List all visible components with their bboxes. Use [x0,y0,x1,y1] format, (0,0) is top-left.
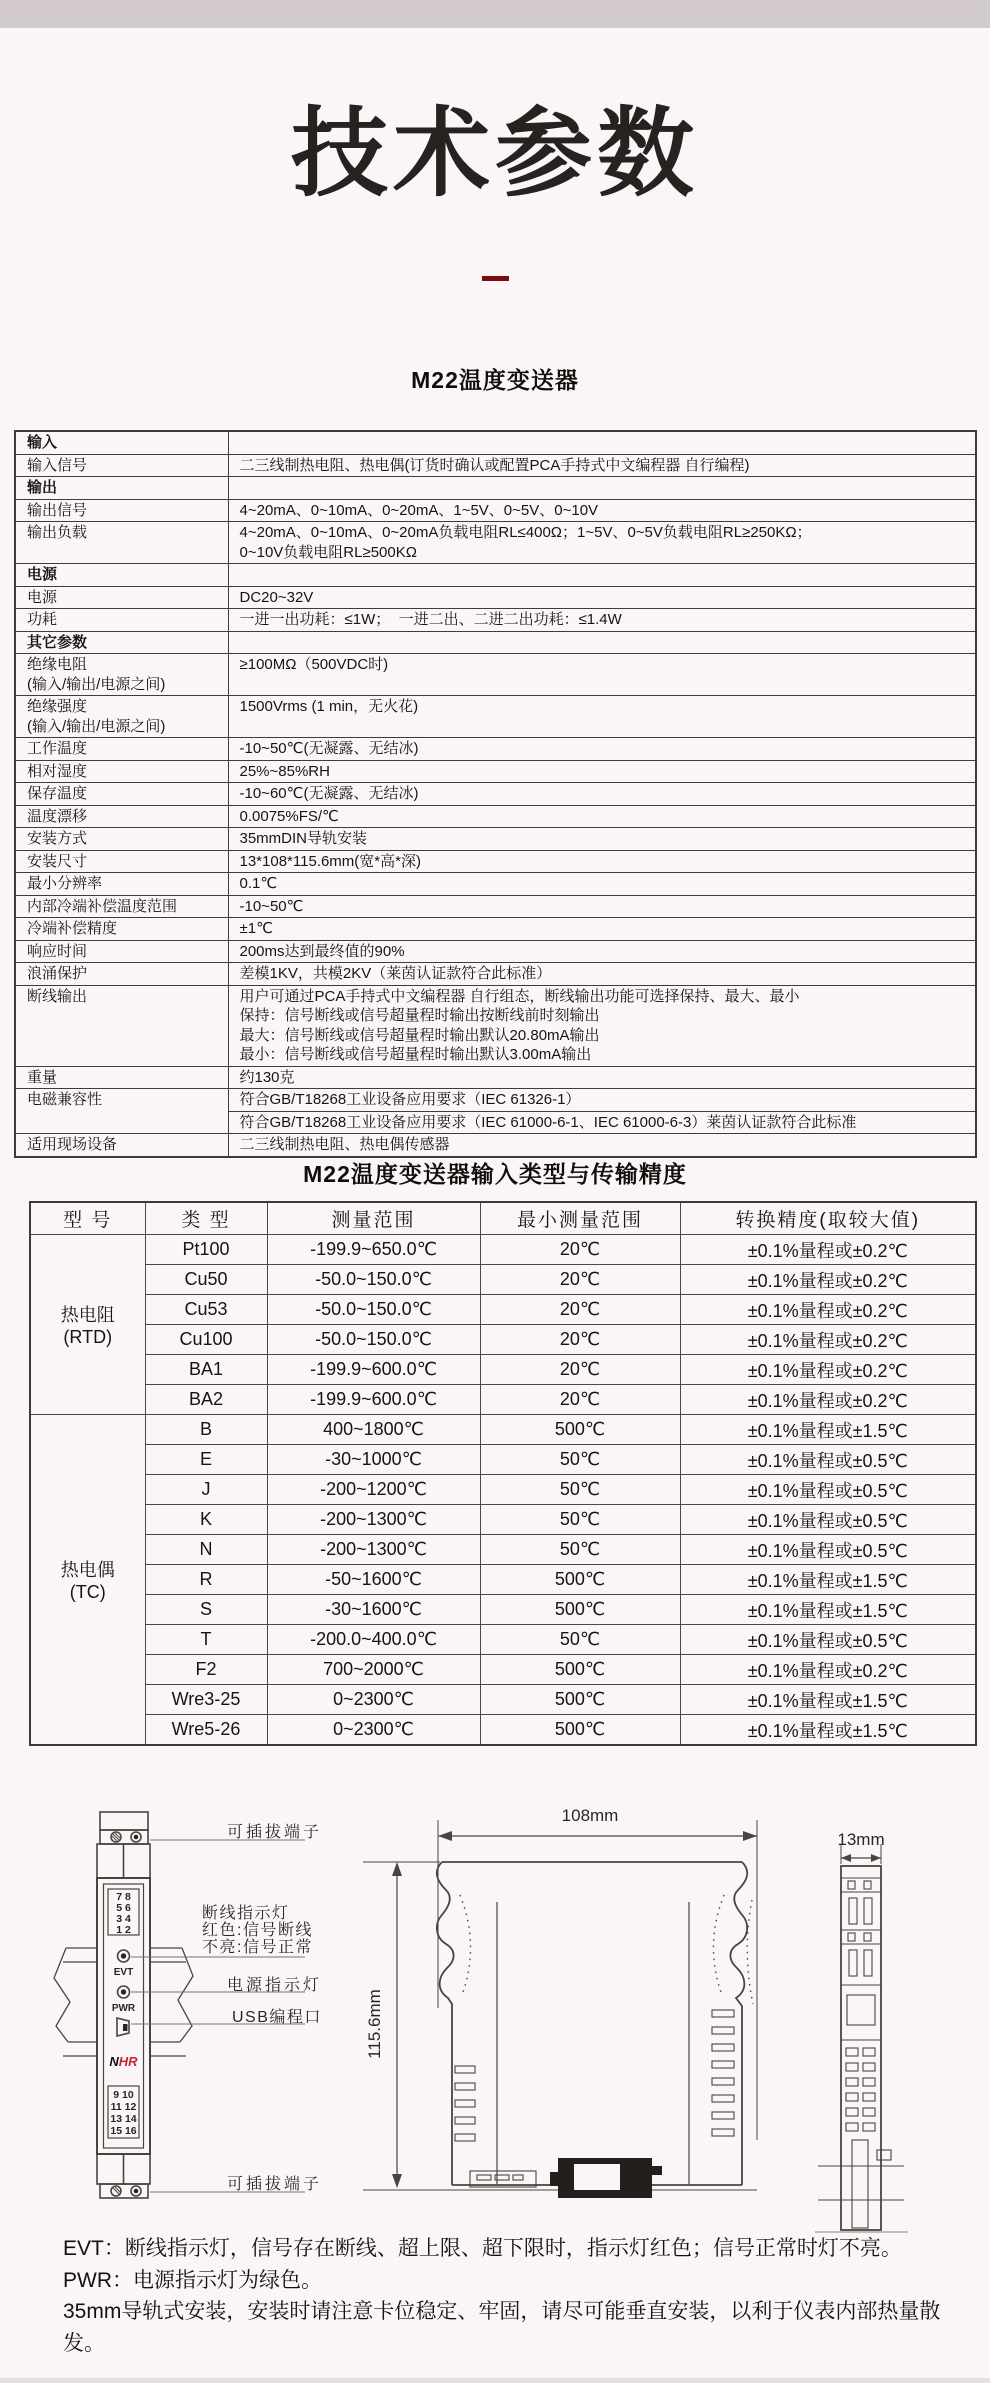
type-range-cell: -199.9~600.0℃ [267,1385,480,1415]
spec-section-row [15,564,976,587]
type-accuracy-table [29,1201,977,1746]
spec-label-cell [15,850,228,873]
spec-label-cell [15,783,228,806]
spec-value-cell [228,828,976,851]
spec-value-cell [228,918,976,941]
spec-label-text: 输入信号 [27,456,88,474]
spec-table-body [15,431,976,1157]
type-row [30,1475,976,1505]
footer-note-mounting: 35mm导轨式安装，安装时请注意卡位稳定、牢固，请尽可能垂直安装，以利于仪表内部热量散发。 [63,2300,941,2355]
type-model-cell [30,1415,145,1746]
spec-label-cell [15,873,228,896]
evt-led-label: EVT [113,1967,134,1978]
spec-row [15,940,976,963]
spec-row [15,1089,976,1112]
type-row [30,1595,976,1625]
label-break-indicator-line2: 红色:信号断线 [202,1922,313,1939]
spec-label-cell [15,1089,228,1134]
spec-value-cell [228,805,976,828]
spec-label-cell [15,522,228,564]
type-range-cell: -50.0~150.0℃ [267,1295,480,1325]
type-range-cell: -200~1200℃ [267,1475,480,1505]
spec-value-text: 一进一出功耗：≤1W； 一进二出、二进二出功耗：≤1.4W [239,611,622,628]
spec-value-cell [228,850,976,873]
top-terminal-cap [100,1812,148,1830]
type-range-cell: -30~1000℃ [267,1445,480,1475]
type-name-cell: Cu53 [145,1295,267,1325]
spec-label-text: 重量 [27,1068,58,1086]
type-accuracy-cell: ±0.1%量程或±0.2℃ [680,1235,976,1265]
spec-row [15,783,976,806]
type-table-body [30,1235,976,1746]
spec-value-cell [228,895,976,918]
type-accuracy-cell: ±0.1%量程或±0.5℃ [680,1475,976,1505]
terminal-numbers-top: 5 6 [116,1902,131,1914]
type-min-range-cell: 20℃ [480,1325,680,1355]
spec-value-text: 4~20mA、0~10mA、0~20mA、1~5V、0~5V、0~10V [239,501,599,519]
spec-label-text: 功耗 [27,611,58,628]
type-range-cell: -30~1600℃ [267,1595,480,1625]
type-col-header: 类 型 [145,1202,267,1235]
dimension-arrow [392,1862,402,1876]
evt-led-icon [118,1950,130,1962]
type-model-text: 热电偶 [60,1560,115,1580]
type-model-text: (RTD) [63,1327,113,1347]
type-name-cell: BA1 [145,1355,267,1385]
type-range-cell: -50.0~150.0℃ [267,1265,480,1295]
nhr-logo: NHR [109,2054,138,2069]
spec-label-text: 保存温度 [27,785,88,802]
type-row [30,1325,976,1355]
spec-label-cell [15,760,228,783]
spec-value-cell [228,564,976,587]
spec-value-cell [228,696,976,738]
type-name-cell: Pt100 [145,1235,267,1265]
type-row [30,1565,976,1595]
type-min-range-cell: 50℃ [480,1475,680,1505]
screw-icon [131,1832,141,1842]
spec-label-cell [15,828,228,851]
type-table-heading: M22温度变送器输入类型与传输精度 [303,1161,687,1187]
screw-icon [131,2186,141,2196]
type-min-range-cell: 500℃ [480,1685,680,1715]
type-accuracy-cell: ±0.1%量程或±0.2℃ [680,1655,976,1685]
spec-label-text: 输出负载 [27,524,88,541]
label-pluggable-terminal-bottom: 可插拔端子 [227,2176,323,2193]
spec-value-text: 13*108*115.6mm(宽*高*深) [239,852,421,870]
spec-row [15,738,976,761]
type-min-range-cell: 500℃ [480,1595,680,1625]
spec-value-text: 0.0075%FS/℃ [239,807,339,825]
terminal-numbers-bottom: 13 14 [110,2113,137,2125]
spec-row [15,696,976,738]
spec-label-text: 安装方式 [27,830,88,847]
width-dimension [438,1820,757,2140]
spec-row [15,850,976,873]
terminal-numbers-top: 7 8 [116,1891,131,1903]
spec-label-text: 温度漂移 [27,807,88,825]
spec-value-cell [228,522,976,564]
type-range-cell: 400~1800℃ [267,1415,480,1445]
type-col-header: 转换精度(取较大值) [680,1202,976,1235]
spec-value-text [240,565,970,585]
spec-label-text: 最小分辨率 [27,875,103,892]
spec-row [15,586,976,609]
type-min-range-cell: 500℃ [480,1415,680,1445]
type-accuracy-cell: ±0.1%量程或±1.5℃ [680,1415,976,1445]
spec-label-subtext: (输入/输出/电源之间) [27,675,166,693]
type-row [30,1295,976,1325]
spec-value-cell [228,631,976,654]
type-accuracy-cell: ±0.1%量程或±0.2℃ [680,1295,976,1325]
spec-row [15,873,976,896]
dim-width-label: 108mm [561,1806,619,1825]
type-row [30,1655,976,1685]
type-col-header: 最小测量范围 [480,1202,680,1235]
type-row [30,1535,976,1565]
spec-label-text: 相对湿度 [27,762,88,780]
type-col-header: 型 号 [30,1202,145,1235]
label-pluggable-terminal-top: 可插拔端子 [227,1824,323,1841]
spec-label-cell [15,940,228,963]
type-min-range-cell: 500℃ [480,1565,680,1595]
spec-row [15,828,976,851]
spec-row [15,760,976,783]
spec-row [15,895,976,918]
spec-value-cell [228,654,976,696]
spec-row [15,1066,976,1089]
spec-value-cell [228,609,976,632]
usb-port-icon [117,2018,129,2036]
technical-drawings [40,1795,960,2245]
type-row [30,1505,976,1535]
type-name-cell: B [145,1415,267,1445]
terminal-numbers-top: 3 4 [116,1913,131,1925]
footer-note-pwr: PWR：电源指示灯为绿色。 [63,2268,322,2292]
spec-value-text: 0.1℃ [239,875,278,892]
dimension-arrow [841,1854,851,1862]
top-view-drawing [363,1820,757,2198]
spec-row [15,963,976,986]
spec-value-text: ±1℃ [239,920,273,937]
spec-label-subtext: (输入/输出/电源之间) [27,717,166,735]
type-row [30,1265,976,1295]
type-row [30,1715,976,1746]
spec-label-text: 绝缘强度 [27,698,88,715]
type-name-cell: F2 [145,1655,267,1685]
title-underline-dash [482,276,509,281]
spec-value-cell [228,940,976,963]
spec-label-text: 输入 [27,434,58,451]
spec-label-cell [15,805,228,828]
spec-label-cell [15,499,228,522]
type-name-cell: S [145,1595,267,1625]
spec-section-row [15,631,976,654]
type-range-cell: 0~2300℃ [267,1715,480,1746]
type-min-range-cell: 50℃ [480,1445,680,1475]
type-min-range-cell: 20℃ [480,1355,680,1385]
spec-value-text [240,433,970,453]
spec-label-cell [15,985,228,1066]
type-name-cell: Cu100 [145,1325,267,1355]
spec-value-text: -10~60℃(无凝露、无结冰) [239,785,419,802]
type-name-cell: Wre3-25 [145,1685,267,1715]
page-top-strip [0,0,990,28]
type-row [30,1685,976,1715]
type-range-cell: 0~2300℃ [267,1685,480,1715]
label-power-indicator: 电源指示灯 [227,1977,323,1994]
type-name-cell: BA2 [145,1385,267,1415]
type-row [30,1415,976,1445]
spec-label-text: 适用现场设备 [27,1136,118,1153]
footer-note-evt: EVT：断线指示灯，信号存在断线、超上限、超下限时，指示灯红色；信号正常时灯不亮。 [63,2237,902,2260]
type-accuracy-cell: ±0.1%量程或±0.2℃ [680,1355,976,1385]
spec-value-cell [228,454,976,477]
spec-label-cell [15,609,228,632]
spec-label-cell [15,895,228,918]
spec-label-text: 输出 [27,479,58,496]
label-break-indicator [202,1905,313,1956]
spec-label-text: 电源 [27,588,58,606]
type-accuracy-cell: ±0.1%量程或±0.2℃ [680,1385,976,1415]
type-name-cell: K [145,1505,267,1535]
type-model-text: (TC) [69,1582,106,1602]
type-name-cell: Cu50 [145,1265,267,1295]
spec-label-text: 冷端补偿精度 [27,920,118,937]
spec-label-text: 断线输出 [27,987,88,1005]
dimension-arrow [392,2174,402,2188]
spec-value-text: -10~50℃ [239,897,304,915]
type-name-cell: E [145,1445,267,1475]
type-range-cell: -200.0~400.0℃ [267,1625,480,1655]
label-break-indicator-line3: 不亮:信号正常 [202,1939,313,1956]
spec-row [15,985,976,1066]
type-range-cell: -199.9~650.0℃ [267,1235,480,1265]
dim-height-label: 115.6mm [365,1989,384,2059]
spec-label-text: 其它参数 [27,633,88,651]
type-model-cell [30,1235,145,1415]
type-min-range-cell: 20℃ [480,1235,680,1265]
spec-value-text: 符合GB/T18268工业设备应用要求（IEC 61000-6-1、IEC 61000-6-3）莱茵认证款符合此标准 [239,1113,857,1131]
spec-label-text: 响应时间 [27,942,88,960]
type-range-cell: -50.0~150.0℃ [267,1325,480,1355]
terminal-numbers-bottom: 15 16 [110,2125,137,2137]
spec-value-cell [228,760,976,783]
spec-label-text: 电磁兼容性 [27,1091,103,1108]
dimension-arrow [438,1831,452,1841]
spec-value-cell [228,1134,976,1157]
spec-value-cell [228,1111,976,1134]
type-min-range-cell: 500℃ [480,1655,680,1685]
type-col-header: 测量范围 [267,1202,480,1235]
spec-value-cell [228,431,976,454]
type-accuracy-cell: ±0.1%量程或±0.2℃ [680,1265,976,1295]
type-name-cell: T [145,1625,267,1655]
spec-value-cell [228,586,976,609]
clip-dotted-accents [460,1895,753,2004]
type-row [30,1355,976,1385]
spec-value-text: 1500Vrms (1 min，无火花) [239,698,419,715]
spec-value-text: 25%~85%RH [239,762,330,780]
spec-row [15,454,976,477]
page-bottom-strip [0,2378,990,2383]
spec-label-cell [15,1066,228,1089]
spec-value-cell [228,1089,976,1112]
spec-value-cell [228,963,976,986]
type-range-cell: -200~1300℃ [267,1535,480,1565]
spec-label-cell [15,1134,228,1157]
spec-value-text [240,633,970,653]
spec-label-text: 工作温度 [27,740,88,757]
type-min-range-cell: 20℃ [480,1295,680,1325]
type-table-header-row [30,1202,976,1235]
type-accuracy-cell: ±0.1%量程或±0.5℃ [680,1535,976,1565]
spec-label-cell [15,454,228,477]
spec-section-row [15,431,976,454]
spec-value-text: 用户可通过PCA手持式中文编程器 自行组态，断线输出功能可选择保持、最大、最小 [239,987,800,1005]
spec-label-cell [15,963,228,986]
type-min-range-cell: 50℃ [480,1535,680,1565]
label-usb-port: USB编程口 [232,2009,322,2026]
spec-value-text [240,478,970,498]
spec-value-text: 符合GB/T18268工业设备应用要求（IEC 61326-1） [239,1091,581,1108]
spec-label-cell [15,738,228,761]
din-rail-band [815,2150,908,2232]
type-accuracy-cell: ±0.1%量程或±1.5℃ [680,1715,976,1746]
spec-value-text: 二三线制热电阻、热电偶传感器 [239,1136,450,1153]
type-range-cell: -200~1300℃ [267,1505,480,1535]
type-min-range-cell: 20℃ [480,1265,680,1295]
spec-value-text: 35mmDIN导轨安装 [239,830,368,847]
spec-value-text: DC20~32V [239,588,314,606]
spec-table [14,430,977,1158]
type-row [30,1625,976,1655]
spec-value-text: 4~20mA、0~10mA、0~20mA负载电阻RL≤400Ω；1~5V、0~5V负载电阻RL≥250KΩ； [239,524,812,541]
dimension-arrow [743,1831,757,1841]
label-break-indicator-line1: 断线指示灯 [202,1905,290,1922]
spec-value-text: 约130克 [239,1068,295,1086]
spec-row [15,499,976,522]
type-accuracy-cell: ±0.1%量程或±0.5℃ [680,1445,976,1475]
spec-label-text: 安装尺寸 [27,852,88,870]
type-accuracy-cell: ±0.1%量程或±0.5℃ [680,1505,976,1535]
type-range-cell: -199.9~600.0℃ [267,1355,480,1385]
type-name-cell: R [145,1565,267,1595]
spec-row [15,522,976,564]
spec-table-heading: M22温度变送器 [411,367,579,393]
type-row [30,1445,976,1475]
type-accuracy-cell: ±0.1%量程或±1.5℃ [680,1595,976,1625]
spec-value-cell [228,985,976,1066]
spec-label-cell [15,631,228,654]
spec-label-text: 浪涌保护 [27,965,88,982]
spec-section-row [15,477,976,500]
pwr-led-label: PWR [111,2003,136,2014]
spec-row [15,654,976,696]
spec-row [15,805,976,828]
spec-value-cell [228,873,976,896]
spec-value-text: 二三线制热电阻、热电偶(订货时确认或配置PCA手持式中文编程器 自行编程) [239,456,750,474]
type-name-cell: Wre5-26 [145,1715,267,1746]
spec-label-cell [15,477,228,500]
screw-icon [111,2186,121,2196]
spec-label-cell [15,431,228,454]
spec-label-cell [15,696,228,738]
type-accuracy-cell: ±0.1%量程或±0.5℃ [680,1625,976,1655]
terminal-numbers-bottom: 11 12 [110,2101,137,2113]
type-min-range-cell: 50℃ [480,1625,680,1655]
module-profile-outline [437,1862,747,2185]
terminal-numbers-bottom: 9 10 [113,2089,134,2101]
type-range-cell: -50~1600℃ [267,1565,480,1595]
dimension-arrow [871,1854,881,1862]
spec-value-text: -10~50℃(无凝露、无结冰) [239,740,419,757]
screw-icon [111,1832,121,1842]
dim-depth-label: 13mm [837,1830,885,1849]
terminal-numbers-top: 1 2 [116,1924,131,1936]
spec-value-text: 0~10V负载电阻RL≥500KΩ [239,543,417,561]
type-min-range-cell: 50℃ [480,1505,680,1535]
type-row [30,1235,976,1265]
type-min-range-cell: 20℃ [480,1385,680,1415]
spec-label-text: 输出信号 [27,501,88,519]
type-row [30,1385,976,1415]
spec-row [15,918,976,941]
spec-label-text: 内部冷端补偿温度范围 [27,897,178,915]
spec-label-text: 电源 [27,566,58,583]
spec-label-text: 绝缘电阻 [27,656,88,673]
spec-value-text: 200ms达到最终值的90% [239,942,405,960]
spec-value-cell [228,477,976,500]
spec-value-text: 差模1KV，共模2KV（莱茵认证款符合此标准） [239,965,552,982]
spec-value-cell [228,1066,976,1089]
spec-label-cell [15,586,228,609]
spec-value-text: 保持：信号断线或信号超量程时输出按断线前时刻输出 [239,1007,600,1024]
spec-value-cell [228,738,976,761]
type-range-cell: 700~2000℃ [267,1655,480,1685]
spec-value-text: 最小：信号断线或信号超量程时输出默认3.00mA输出 [239,1046,592,1063]
height-dimension [363,1862,757,2190]
spec-label-cell [15,918,228,941]
type-accuracy-cell: ±0.1%量程或±1.5℃ [680,1685,976,1715]
pwr-led-icon [118,1986,130,1998]
spec-value-cell [228,783,976,806]
spec-row [15,1134,976,1157]
type-accuracy-cell: ±0.1%量程或±0.2℃ [680,1325,976,1355]
footer-notes [63,2233,944,2359]
spec-label-cell [15,564,228,587]
spec-value-text: 最大：信号断线或信号超量程时输出默认20.80mA输出 [239,1026,600,1044]
spec-value-cell [228,499,976,522]
spec-label-cell [15,654,228,696]
spec-row [15,609,976,632]
type-accuracy-cell: ±0.1%量程或±1.5℃ [680,1565,976,1595]
din-rail-clip [550,2158,662,2198]
type-min-range-cell: 500℃ [480,1715,680,1746]
type-name-cell: N [145,1535,267,1565]
type-name-cell: J [145,1475,267,1505]
type-model-text: 热电阻 [60,1305,115,1325]
page-title: 技术参数 [291,99,699,208]
din-rail-wings [54,1948,193,2056]
spec-value-text: ≥100MΩ（500VDC时) [239,656,389,673]
side-view-drawing [815,1844,908,2232]
